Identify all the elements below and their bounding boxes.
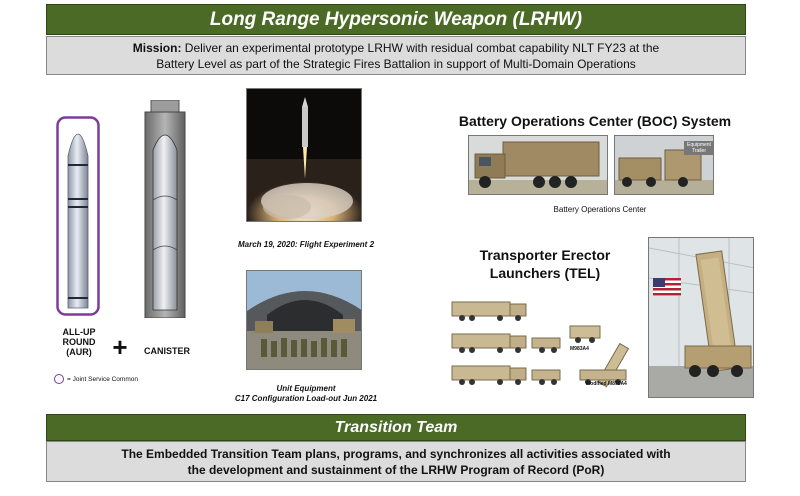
us-flag-icon bbox=[653, 278, 681, 296]
purple-circle-icon bbox=[54, 374, 64, 384]
aur-missile-graphic bbox=[56, 116, 100, 316]
transition-box bbox=[46, 441, 746, 482]
unit-caption-1: Unit Equipment bbox=[276, 384, 336, 393]
unit-equipment-photo bbox=[246, 270, 362, 370]
boc-caption: Battery Operations Center bbox=[553, 205, 647, 214]
tag-m870: Modified M870A4 bbox=[586, 381, 627, 387]
unit-caption bbox=[226, 384, 386, 404]
transition-text-2: the development and sustainment of the LRHW Program of Record (PoR) bbox=[187, 463, 605, 477]
page-title: Long Range Hypersonic Weapon (LRHW) bbox=[209, 9, 583, 30]
aur-label-line-3: (AUR) bbox=[66, 347, 92, 357]
canister-graphic bbox=[141, 100, 189, 318]
unit-caption-2: C17 Configuration Load-out Jun 2021 bbox=[234, 394, 378, 403]
transition-title: Transition Team bbox=[334, 419, 458, 436]
mission-text-2: Battery Level as part of the Strategic Fires Battalion in support of Multi-Domain Operations bbox=[156, 57, 636, 71]
aur-label bbox=[54, 327, 104, 357]
trailer-tag-2: Trailer bbox=[692, 148, 706, 154]
flight-caption: March 19, 2020: Flight Experiment 2 bbox=[237, 240, 375, 249]
tag-m983: M983A4 bbox=[570, 346, 589, 352]
boc-title: Battery Operations Center (BOC) System bbox=[458, 113, 732, 129]
legend-text: = Joint Service Common bbox=[67, 375, 138, 383]
mission-box bbox=[46, 36, 746, 75]
mission-line-1 bbox=[47, 40, 745, 56]
mission-label: Mission: bbox=[132, 41, 182, 55]
flight-experiment-photo bbox=[246, 88, 362, 222]
tel-title-2: Launchers (TEL) bbox=[489, 265, 601, 281]
aur-label-line-2: ROUND bbox=[62, 337, 96, 347]
tel-title-1: Transporter Erector bbox=[479, 247, 611, 263]
canister-label: CANISTER bbox=[143, 346, 190, 356]
tel-convoy-graphic bbox=[448, 296, 636, 390]
transition-text-1: The Embedded Transition Team plans, programs, and synchronizes all activities associated with bbox=[121, 447, 671, 461]
legend-row bbox=[54, 373, 138, 385]
trailer-tag-1: Equipment bbox=[687, 142, 711, 148]
tel-hangar-photo bbox=[648, 237, 754, 398]
transition-banner bbox=[46, 414, 746, 441]
plus-sign: + bbox=[112, 332, 128, 362]
mission-text-1: Deliver an experimental prototype LRHW with residual combat capability NLT FY23 at the bbox=[184, 41, 660, 55]
boc-truck-photo bbox=[468, 135, 608, 195]
aur-label-line-1: ALL-UP bbox=[62, 327, 96, 337]
trailer-tag bbox=[684, 141, 714, 155]
title-banner bbox=[46, 4, 746, 35]
tel-title bbox=[460, 246, 630, 282]
